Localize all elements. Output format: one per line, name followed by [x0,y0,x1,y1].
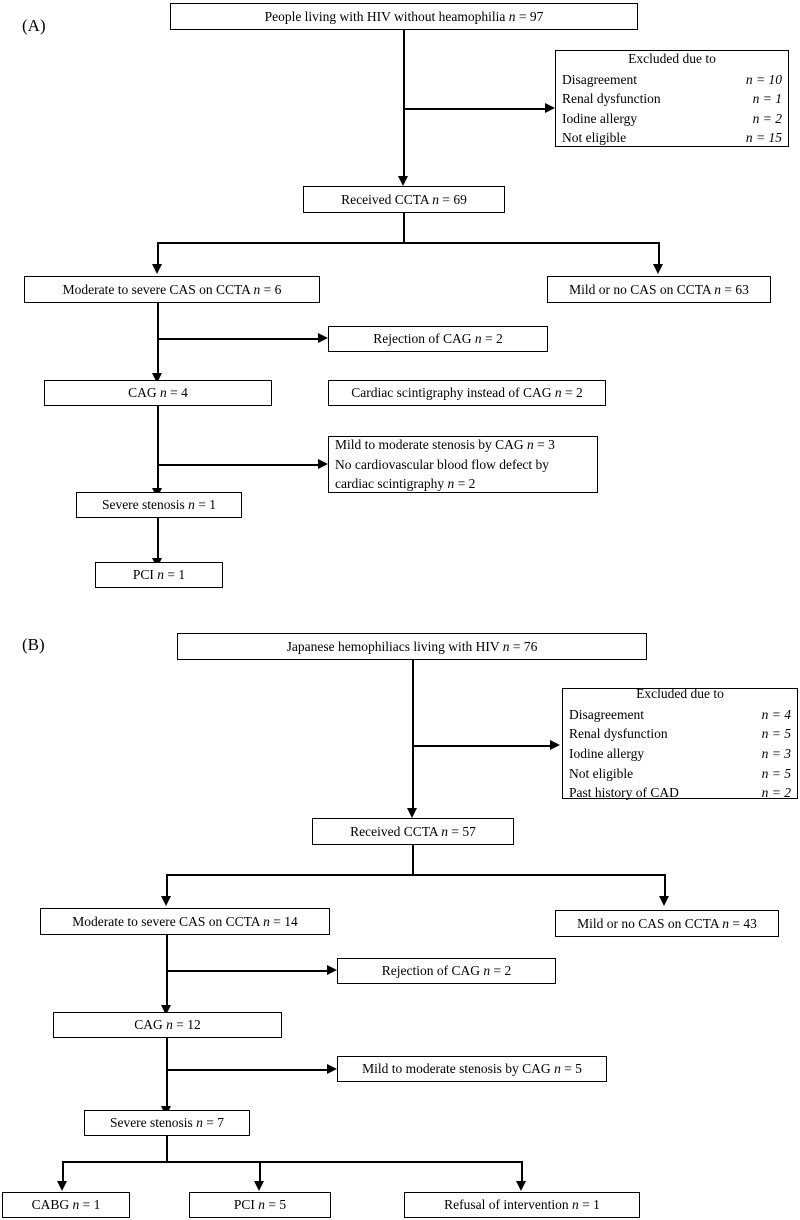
node-b-population [177,633,647,660]
excluded-row [562,128,782,148]
connector-b-to-mild-moderate [166,1069,329,1071]
excluded-row [569,705,791,725]
excluded-row-label: Past history of CAD [569,785,679,801]
node-b-pci-text: PCI n = 5 [233,1197,287,1213]
arrowhead-b-to-mild-moderate [327,1064,337,1074]
arrowhead-a-to-rejection [318,333,328,343]
connector-a-to-excluded [403,108,547,110]
node-a-received-ccta [303,186,505,213]
node-a-rejection-cag-text: Rejection of CAG n = 2 [373,331,503,347]
panel-a-label: (A) [22,16,46,35]
arrowhead-b-to-excluded [550,740,560,750]
node-a-pci-text: PCI n = 1 [132,567,186,583]
node-a-excluded [555,50,789,147]
arrowhead-b-to-rejection [327,965,337,975]
node-a-mild-moderate-line-3: cardiac scintigraphy n = 2 [335,476,476,492]
excluded-row-label: Not eligible [562,130,627,146]
node-a-scintigraphy-text: Cardiac scintigraphy instead of CAG n = 2 [351,385,583,401]
node-b-pci [189,1192,331,1218]
node-a-moderate-severe-cas-text: Moderate to severe CAS on CCTA n = 6 [62,281,282,297]
node-b-moderate-severe-cas-text: Moderate to severe CAS on CCTA n = 14 [72,913,298,929]
node-b-mild-or-no-cas-text: Mild or no CAS on CCTA n = 43 [577,915,757,931]
arrowhead-a-to-mild-moderate [318,459,328,469]
connector-a-to-mild-moderate [157,464,320,466]
node-b-severe-stenosis [84,1110,250,1136]
connector-a-top-vertical [403,30,405,178]
node-a-pci [95,562,223,588]
node-b-severe-stenosis-text: Severe stenosis n = 7 [109,1115,225,1131]
node-b-excluded [562,688,798,799]
connector-b-bottom-left [62,1161,64,1183]
node-b-cag-text: CAG n = 12 [134,1017,201,1033]
node-a-scintigraphy [328,380,606,406]
connector-b-split-stem [412,845,414,875]
node-a-mild-moderate-stenosis [328,436,598,493]
arrowhead-a-to-mild-or-no [653,264,663,274]
excluded-row-value: n = 15 [745,130,782,146]
node-b-cabg [2,1192,130,1218]
connector-a-split-stem [403,213,405,243]
node-b-cag [53,1012,282,1038]
arrowhead-b-to-received-ccta [407,808,417,818]
node-b-refusal-text: Refusal of intervention n = 1 [444,1197,600,1213]
excluded-row-label: Iodine allergy [562,110,638,126]
arrowhead-a-to-excluded [545,103,555,113]
connector-b-to-rejection [166,970,329,972]
excluded-row [562,109,782,129]
excluded-row [562,70,782,90]
excluded-row-label: Not eligible [569,765,634,781]
node-b-rejection-cag [337,958,556,984]
excluded-row [569,783,791,803]
arrowhead-b-to-mild-or-no [659,896,669,906]
excluded-row [569,724,791,744]
node-a-population-text: People living with HIV without heamophilia n = 97 [264,8,544,24]
node-b-mild-moderate-stenosis-text: Mild to moderate stenosis by CAG n = 5 [362,1061,582,1077]
connector-a-to-rejection [157,338,320,340]
node-a-excluded-title: Excluded due to [628,51,716,67]
node-b-mild-or-no-cas [555,910,779,937]
node-b-mild-moderate-stenosis [337,1056,607,1082]
excluded-row-value: n = 4 [761,706,791,722]
excluded-row-label: Iodine allergy [569,746,645,761]
node-a-mild-or-no-cas-text: Mild or no CAS on CCTA n = 63 [569,281,749,297]
panel-b-label: (B) [22,635,45,654]
excluded-row-value: n = 5 [761,726,791,742]
excluded-row-value: n = 10 [745,71,782,87]
node-a-moderate-severe-cas [24,276,320,303]
connector-b-bottom-stem [166,1136,168,1162]
excluded-row-label: Renal dysfunction [569,726,668,742]
arrowhead-b-to-cabg [57,1181,67,1191]
connector-a-spine-3 [157,518,159,560]
connector-b-bottom-bar [62,1161,522,1163]
node-a-mild-moderate-line-1: Mild to moderate stenosis by CAG n = 3 [335,437,555,453]
node-a-mild-or-no-cas [547,276,771,303]
connector-b-split-right [664,874,666,898]
excluded-row-value: n = 2 [761,785,791,801]
excluded-row [569,744,791,764]
node-b-excluded-content [569,684,791,802]
connector-b-to-excluded [412,745,552,747]
node-a-cag-text: CAG n = 4 [128,385,188,401]
node-b-population-text: Japanese hemophiliacs living with HIV n = 76 [286,638,538,654]
arrowhead-a-to-received-ccta [398,176,408,186]
node-b-rejection-cag-text: Rejection of CAG n = 2 [381,963,512,979]
node-b-moderate-severe-cas [40,908,330,935]
connector-b-spine-2 [166,1038,168,1108]
connector-b-bottom-mid [259,1161,261,1183]
node-b-cabg-text: CABG n = 1 [31,1197,101,1213]
connector-b-bottom-right [521,1161,523,1183]
node-a-received-ccta-text: Received CCTA n = 69 [341,191,467,207]
node-a-rejection-cag [328,326,548,352]
node-a-mild-moderate-line-2: No cardiovascular blood flow defect by [335,456,550,472]
excluded-row-value: n = 3 [761,746,791,761]
connector-a-split-right [658,242,660,266]
node-a-mild-moderate-stenosis-content [335,435,591,494]
excluded-row-label: Disagreement [562,71,637,87]
arrowhead-b-to-refusal [516,1181,526,1191]
node-b-refusal [404,1192,640,1218]
node-a-severe-stenosis-text: Severe stenosis n = 1 [101,497,217,513]
excluded-row [569,764,791,784]
connector-a-split-left [157,242,159,266]
arrowhead-a-to-moderate-severe [152,264,162,274]
arrowhead-b-to-moderate-severe [161,896,171,906]
node-a-severe-stenosis [76,492,242,518]
excluded-row-label: Disagreement [569,706,644,722]
node-a-cag [44,380,272,406]
excluded-row-label: Renal dysfunction [562,91,661,107]
node-a-excluded-content [562,49,782,148]
connector-b-split-left [166,874,168,898]
connector-a-spine-2 [157,406,159,490]
excluded-row-value: n = 1 [752,91,782,107]
node-a-population [170,3,638,30]
connector-a-split-bar [157,242,660,244]
node-b-received-ccta-text: Received CCTA n = 57 [350,823,476,839]
excluded-row-value: n = 5 [761,765,791,781]
excluded-row-value: n = 2 [752,110,782,126]
node-b-received-ccta [312,818,514,845]
node-b-excluded-title: Excluded due to [636,686,724,702]
connector-b-top-vertical [412,660,414,810]
connector-b-split-bar [166,874,666,876]
excluded-row [562,89,782,109]
arrowhead-b-to-pci [254,1181,264,1191]
